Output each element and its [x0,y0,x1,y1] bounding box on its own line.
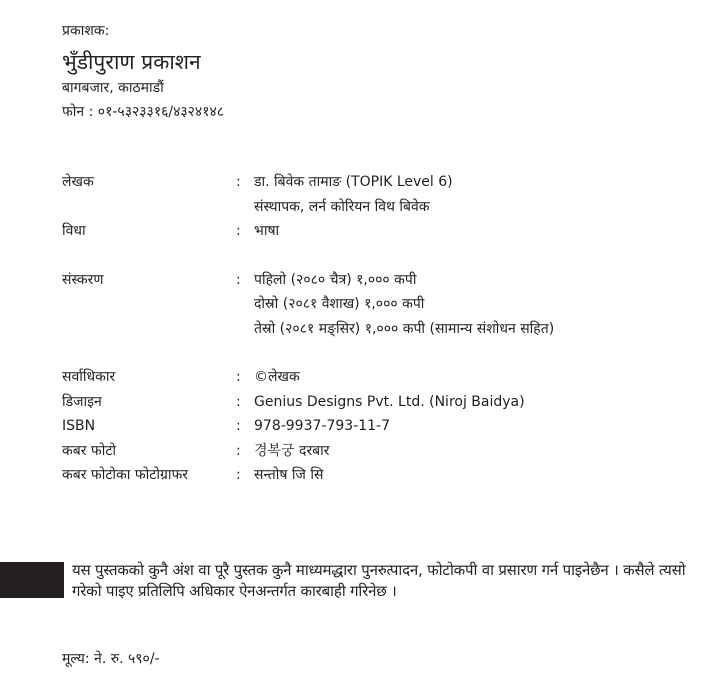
detail-label: कबर फोटो [62,442,117,459]
publisher-block [62,22,224,121]
detail-colon: : [236,418,241,434]
publisher-phone: फोन : ०१-५३२३३१६/४३२४१४८ [62,104,225,120]
detail-colon: : [236,174,241,190]
detail-row-cover-photographer [62,463,682,488]
detail-row-copyright [62,365,682,390]
detail-values [254,439,682,464]
cover-photographer-value: सन्तोष जि सि [254,467,324,483]
detail-row-cover-photo [62,439,682,464]
copyright-value: ©लेखक [254,369,300,385]
detail-label: विधा [62,223,86,239]
genre-value: भाषा [254,223,280,239]
author-name: डा. बिवेक तामाङ (TOPIK Level 6) [254,174,453,190]
spacer [62,341,682,365]
detail-row-author [62,170,682,219]
detail-values [254,219,682,244]
detail-values [254,414,682,439]
detail-values [254,268,682,342]
publisher-address: बागबजार, काठमाडौं [62,80,164,96]
detail-label: सर्वाधिकार [62,369,116,385]
copyright-notice: यस पुस्तकको कुनै अंश वा पूरै पुस्तक कुनै माध्यमद्धारा पुनरुत्पादन, फोटोकपी वा प्रसारण गर्न पाइनेछैन । कसैले त्यसो गरेको पाइए प्रतिलिपि अधिकार ऐनअन्तर्गत कारबाही गरिनेछ । [72,561,686,600]
detail-label: संस्करण [62,271,104,288]
detail-values [254,390,682,415]
edition-second: दोस्रो (२०८१ वैशाख) १,००० कपी [254,296,425,312]
isbn-value: 978-9937-793-11-7 [254,418,391,434]
publisher-label: प्रकाशक: [62,23,110,39]
detail-values [254,365,682,390]
detail-colon: : [236,467,241,483]
detail-colon: : [236,223,241,239]
detail-row-design [62,390,682,415]
detail-colon: : [236,271,241,288]
detail-row-edition [62,268,682,342]
spacer [62,244,682,268]
book-details [62,170,682,488]
detail-colon: : [236,393,241,410]
detail-label: ISBN [62,418,96,434]
notice-bar-decoration [0,562,64,598]
design-value: Genius Designs Pvt. Ltd. (Niroj Baidya) [254,393,525,410]
cover-photo-value: 경복궁 दरबार [254,442,330,459]
detail-values [254,463,682,488]
detail-row-genre [62,219,682,244]
detail-colon: : [236,442,241,459]
detail-values [254,170,682,219]
detail-colon: : [236,369,241,385]
detail-label: डिजाइन [62,393,102,410]
detail-row-isbn [62,414,682,439]
edition-third: तेस्रो (२०८१ मङ्सिर) १,००० कपी (सामान्य संशोधन सहित) [254,320,555,337]
detail-label: कबर फोटोका फोटोग्राफर [62,467,188,483]
author-title: संस्थापक, लर्न कोरियन विथ बिवेक [254,198,430,215]
publisher-name: भुँडीपुराण प्रकाशन [62,50,201,74]
detail-label: लेखक [62,174,94,190]
price: मूल्य: ने. रु. ५९०/- [62,651,160,667]
edition-first: पहिलो (२०८० चैत्र) १,००० कपी [254,271,417,288]
